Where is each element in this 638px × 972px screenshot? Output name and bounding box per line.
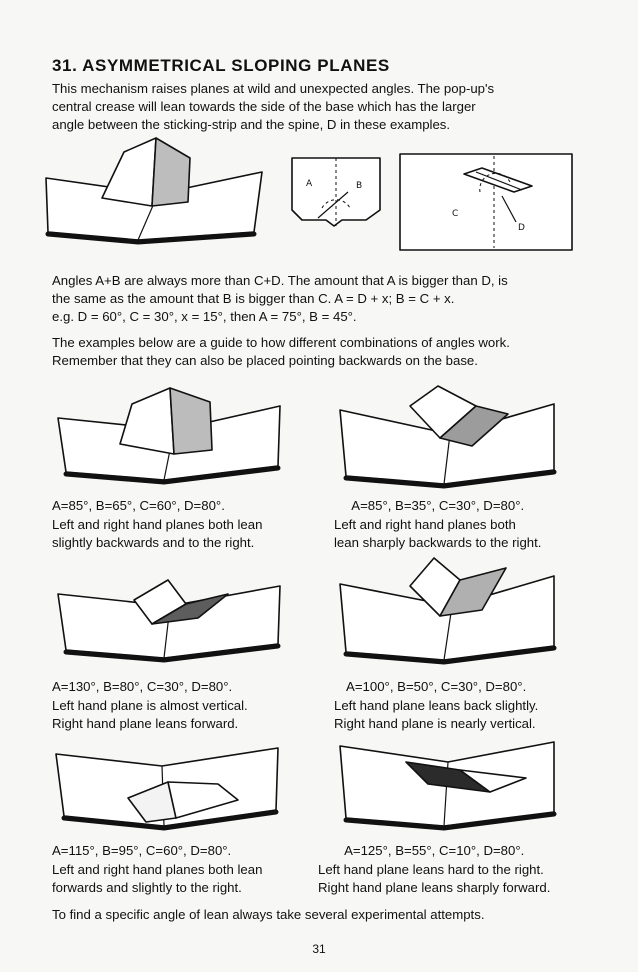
example-6-line2: Right hand plane leans sharply forward. [318,880,551,895]
example-6-line1: Left hand plane leans hard to the right. [318,861,544,877]
example-2-line1: Left and right hand planes both [334,516,516,532]
example-6-caption [318,842,550,898]
example-4-angles: A=100°, B=50°, C=30°, D=80°. [346,679,527,694]
closing-line: To find a specific angle of lean always take several experimental attempts. [52,907,485,922]
angles-line: the same as the amount that B is bigger than C. A = D + x; B = C + x. [52,291,455,306]
example-1-angles: A=85°, B=65°, C=60°, D=80°. [52,498,225,513]
example-4-line2: Right hand plane is nearly vertical. [334,716,536,731]
example-6-illustration [336,736,562,836]
label-a: A [306,179,313,189]
example-5-caption [52,842,262,898]
closing-paragraph [52,906,600,924]
example-3-line1: Left hand plane is almost vertical. [52,697,248,713]
example-5-line2: forwards and slightly to the right. [52,880,242,895]
example-2-angles: A=85°, B=35°, C=30°, D=80°. [351,498,525,513]
example-4-caption [334,678,538,734]
example-4-line1: Left hand plane leans back slightly. [334,697,539,713]
intro-line: central crease will lean towards the side of the base which has the larger [52,99,476,114]
intro-line: angle between the sticking-strip and the spine, D in these examples. [52,117,451,132]
example-1-caption [52,497,262,553]
example-5-illustration [50,742,290,838]
example-1-illustration [52,384,292,494]
example-5-angles: A=115°, B=95°, C=60°, D=80°. [52,843,232,858]
popup-illustration-main [40,136,270,256]
label-b: B [356,181,363,191]
label-c: C [452,209,459,219]
intro-paragraph [52,80,600,134]
angles-paragraph [52,272,600,326]
example-3-caption [52,678,248,734]
example-6-angles: A=125°, B=55°, C=10°, D=80°. [344,843,525,858]
example-4-illustration [336,554,562,672]
page-number: 31 [312,942,326,956]
example-2-line2: lean sharply backwards to the right. [334,535,542,550]
example-2-caption [334,497,541,553]
example-2-illustration [336,384,562,496]
page-title: 31. ASYMMETRICAL SLOPING PLANES [52,56,390,75]
example-3-angles: A=130°, B=80°, C=30°, D=80°. [52,679,233,694]
angle-diagram-cd [398,152,574,254]
intro-line: This mechanism raises planes at wild and unexpected angles. The pop-up's [52,81,495,96]
label-d: D [518,223,525,233]
example-1-line1: Left and right hand planes both lean [52,516,263,532]
example-1-line2: slightly backwards and to the right. [52,535,255,550]
examples-intro-line: Remember that they can also be placed pointing backwards on the base. [52,353,478,368]
example-3-line2: Right hand plane leans forward. [52,716,239,731]
angle-diagram-ab [288,152,384,236]
angles-line: Angles A+B are always more than C+D. The amount that A is bigger than D, is [52,273,508,288]
example-3-illustration [52,572,292,672]
examples-intro [52,334,600,370]
examples-intro-line: The examples below are a guide to how different combinations of angles work. [52,335,510,350]
example-5-line1: Left and right hand planes both lean [52,861,263,877]
angles-line: e.g. D = 60°, C = 30°, x = 15°, then A = 75°, B = 45°. [52,309,357,324]
